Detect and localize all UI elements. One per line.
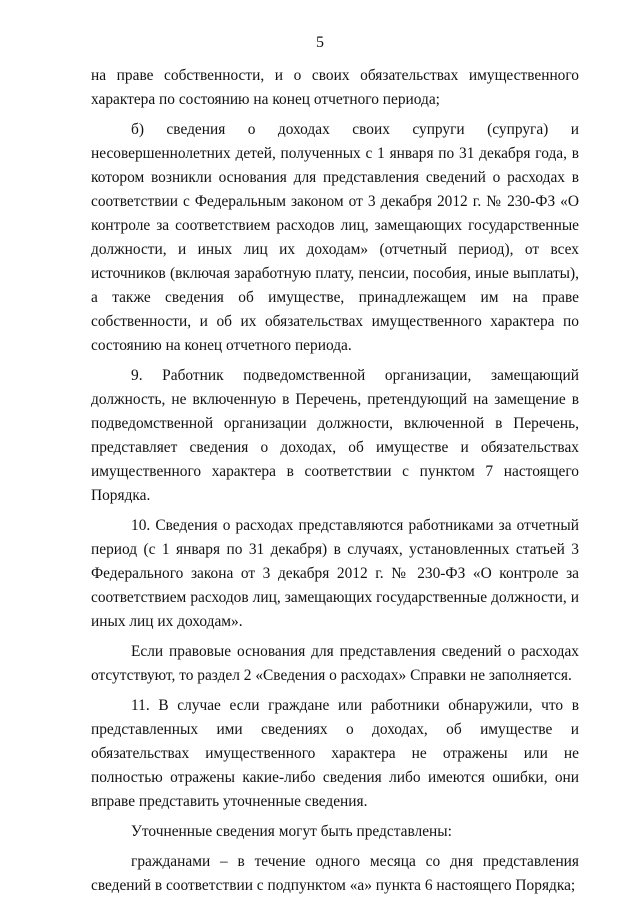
paragraph-10: 10. Сведения о расходах представляются работниками за отчетный период (с 1 января по 31 декабря) в случаях, установленных статьей 3 Федерального закона от 3 декабря 2012 г. № 230-ФЗ «О контроле за соответствием расходов лиц, замещающих государственные должности, и иных лиц их доходам». [91, 517, 579, 630]
document-body [91, 64, 579, 898]
paragraph-clarified-info: Уточненные сведения могут быть представлены: [131, 823, 452, 840]
paragraph-citizens: гражданами – в течение одного месяца со дня представления сведений в соответствии с подпунктом «а» пункта 6 настоящего Порядка; [91, 853, 579, 894]
paragraph-continuation: на праве собственности, и о своих обязательствах имущественного характера по состоянию на конец отчетного периода; [91, 67, 579, 108]
paragraph-no-grounds: Если правовые основания для представления сведений о расходах отсутствуют, то раздел 2 «Сведения о расходах» Справки не заполняется. [91, 643, 579, 684]
paragraph-item-b: б) сведения о доходах своих супруги (супруга) и несовершеннолетних детей, полученных с 1 января по 31 декабря года, в котором возникли основания для представления сведений о расходах в соответствии с Федеральным законом от 3 декабря 2012 г. № 230-ФЗ «О контроле за соответствием расходов лиц, замещающих государственные должности, и иных лиц их доходам» (отчетный период), от всех источников (включая заработную плату, пенсии, пособия, иные выплаты), а также сведения об имуществе, принадлежащем им на праве собственности, и об их обязательствах имущественного характера по состоянию на конец отчетного периода. [91, 121, 579, 354]
page-number: 5 [316, 34, 324, 51]
paragraph-11: 11. В случае если граждане или работники обнаружили, что в представленных ими сведениях о доходах, об имуществе и обязательствах имущественного характера не отражены или не полностью отражены какие-либо сведения либо имеются ошибки, они вправе представить уточненные сведения. [91, 697, 579, 810]
paragraph-9: 9. Работник подведомственной организации, замещающий должность, не включенную в Перечень, претендующий на замещение в подведомственной организации должности, включенной в Перечень, представляет сведения о доходах, об имуществе и обязательствах имущественного характера в соответствии с пунктом 7 настоящего Порядка. [91, 367, 579, 504]
